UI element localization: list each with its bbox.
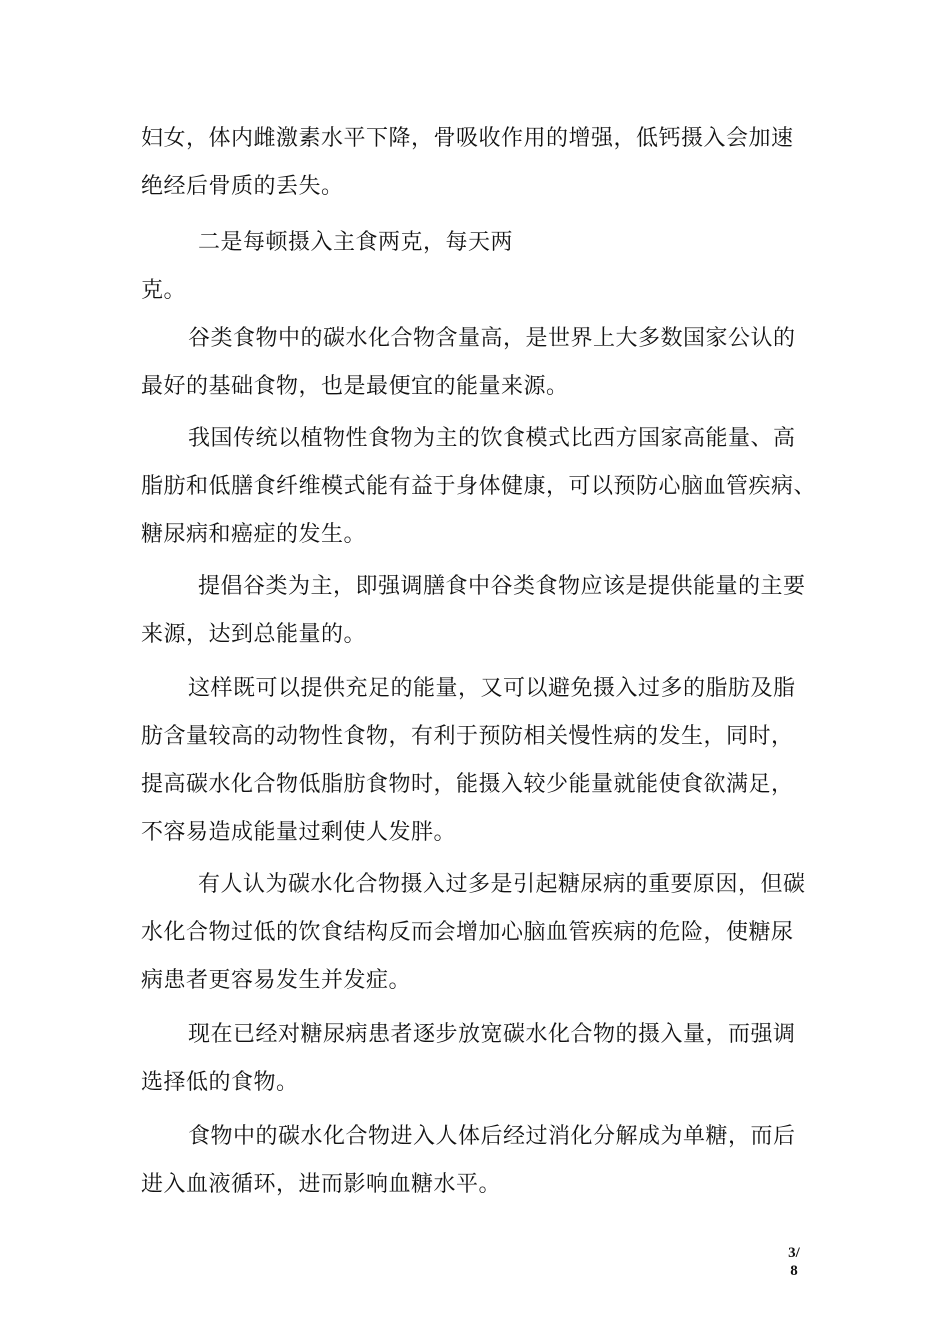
page-number-total: 8 bbox=[790, 1263, 798, 1279]
text-line: 糖尿病和癌症的发生。 bbox=[141, 522, 367, 547]
text-line: 克。 bbox=[141, 278, 187, 303]
text-line: 绝经后骨质的丢失。 bbox=[141, 174, 344, 199]
text-line: 最好的基础食物，也是最便宜的能量来源。 bbox=[141, 374, 569, 399]
text-line: 我国传统以植物性食物为主的饮食模式比西方国家高能量、高 bbox=[188, 426, 796, 451]
text-line: 不容易造成能量过剩使人发胖。 bbox=[141, 820, 457, 845]
text-line: 妇女，体内雌激素水平下降，骨吸收作用的增强，低钙摄入会加速 bbox=[141, 126, 794, 151]
text-line: 进入血液循环，进而影响血糖水平。 bbox=[141, 1172, 502, 1197]
text-line: 病患者更容易发生并发症。 bbox=[141, 968, 412, 993]
text-line: 提倡谷类为主，即强调膳食中谷类食物应该是提供能量的主要 bbox=[198, 574, 806, 599]
text-line: 这样既可以提供充足的能量，又可以避免摄入过多的脂肪及脂 bbox=[188, 676, 796, 701]
page-number-current: 3/ bbox=[788, 1245, 800, 1261]
text-line: 谷类食物中的碳水化合物含量高，是世界上大多数国家公认的 bbox=[188, 326, 796, 351]
text-line: 提高碳水化合物低脂肪食物时，能摄入较少能量就能使食欲满足， bbox=[141, 772, 794, 797]
text-line: 有人认为碳水化合物摄入过多是引起糖尿病的重要原因，但碳 bbox=[198, 872, 806, 897]
text-line: 食物中的碳水化合物进入人体后经过消化分解成为单糖，而后 bbox=[188, 1124, 796, 1149]
text-line: 二是每顿摄入主食两克，每天两 bbox=[198, 230, 514, 255]
text-line: 肪含量较高的动物性食物，有利于预防相关慢性病的发生，同时， bbox=[141, 724, 794, 749]
text-line: 现在已经对糖尿病患者逐步放宽碳水化合物的摄入量，而强调 bbox=[188, 1022, 796, 1047]
text-line: 选择低的食物。 bbox=[141, 1070, 299, 1095]
text-line: 水化合物过低的饮食结构反而会增加心脑血管疾病的危险，使糖尿 bbox=[141, 920, 794, 945]
text-line: 脂肪和低膳食纤维模式能有益于身体健康，可以预防心脑血管疾病、 bbox=[141, 474, 817, 499]
text-line: 来源，达到总能量的。 bbox=[141, 622, 367, 647]
